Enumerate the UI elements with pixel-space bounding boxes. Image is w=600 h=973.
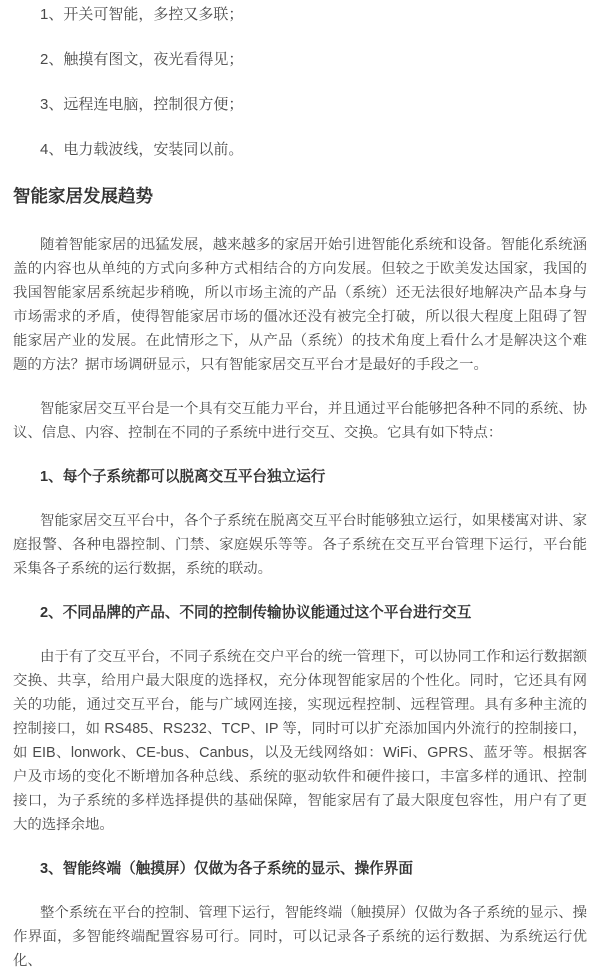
- feature-subheading-1: 1、每个子系统都可以脱离交互平台独立运行: [40, 469, 326, 485]
- feature-paragraph-3: 整个系统在平台的控制、管理下运行，智能终端（触摸屏）仅做为各子系统的显示、操作界面，多智能终端配置容易可行。同时，可以记录各子系统的运行数据、为系统运行优化、: [13, 905, 587, 969]
- feature-paragraph-2: 由于有了交互平台，不同子系统在交户平台的统一管理下，可以协同工作和运行数据额交换、共享，给用户最大限度的选择权，充分体现智能家居的个性化。同时，它还具有网关的功能，通过交互平台，能与广域网连接，实现远程控制、远程管理。具有多种主流的控制接口，如 RS485、RS232、TCP、IP 等，同时可以扩充添加国内外流行的控制接口，如 EIB、lonwork、CE-bus、Canbus，以及无线网络如：WiFi、GPRS、蓝牙等。根据客户及市场的变化不断增加各种总线、系统的驱动软件和硬件接口，丰富多样的通讯、控制接口，为子系统的多样选择提供的基础保障，智能家居有了最大限度包容性，用户有了更大的选择余地。: [13, 649, 587, 833]
- intro-point-item: 1、开关可智能，多控又多联；: [40, 6, 244, 23]
- body-paragraph-overview: 随着智能家居的迅猛发展，越来越多的家居开始引进智能化系统和设备。智能化系统涵盖的内容也从单纯的方式向多种方式相结合的方向发展。但较之于欧美发达国家，我国的我国智能家居系统起步稍晚，所以市场主流的产品（系统）还无法很好地解决产品本身与市场需求的矛盾，使得智能家居市场的僵冰还没有被完全打破，所以很大程度上阻碍了智能家居产业的发展。在此情形之下，从产品（系统）的技术角度上看什么才是解决这个难题的方法？据市场调研显示，只有智能家居交互平台才是最好的手段之一。: [13, 237, 587, 373]
- intro-point-item: 4、电力载波线，安装同以前。: [40, 141, 244, 158]
- intro-point-item: 2、触摸有图文，夜光看得见；: [40, 51, 244, 68]
- body-paragraph-platform-intro: 智能家居交互平台是一个具有交互能力平台，并且通过平台能够把各种不同的系统、协议、信息、内容、控制在不同的子系统中进行交互、交换。它具有如下特点：: [13, 401, 587, 441]
- section-heading: 智能家居发展趋势: [13, 186, 153, 206]
- feature-subheading-3: 3、智能终端（触摸屏）仅做为各子系统的显示、操作界面: [40, 861, 413, 877]
- intro-point-item: 3、远程连电脑，控制很方便；: [40, 96, 244, 113]
- feature-paragraph-1: 智能家居交互平台中，各个子系统在脱离交互平台时能够独立运行，如果楼寓对讲、家庭报警、各种电器控制、门禁、家庭娱乐等等。各子系统在交互平台管理下运行，平台能采集各子系统的运行数据，系统的联动。: [13, 513, 587, 577]
- intro-points-list: [13, 3, 587, 162]
- feature-subheading-2: 2、不同品牌的产品、不同的控制传输协议能通过这个平台进行交互: [40, 605, 472, 621]
